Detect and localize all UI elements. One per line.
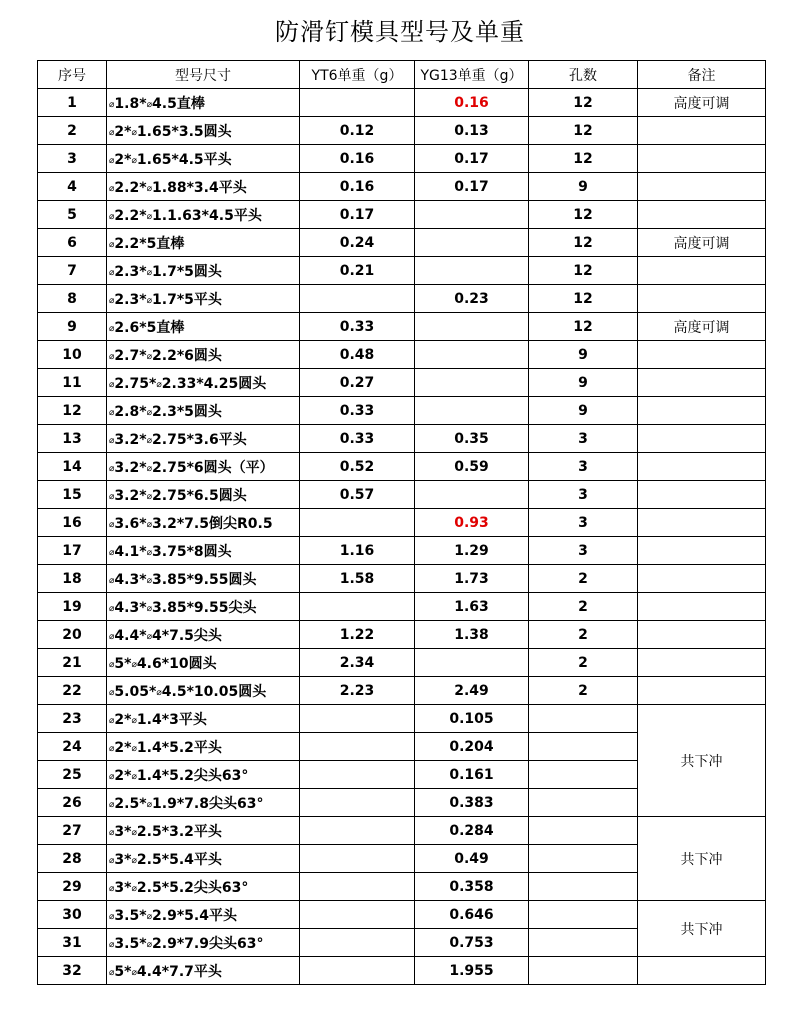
cell-note (638, 957, 766, 985)
cell-seq: 13 (38, 425, 107, 453)
cell-yt6-weight: 1.16 (300, 537, 415, 565)
cell-seq: 11 (38, 369, 107, 397)
cell-yt6-weight (300, 593, 415, 621)
cell-holes (529, 789, 638, 817)
cell-size: ⌀5*⌀4.6*10圆头 (107, 649, 300, 677)
cell-size: ⌀2.2*⌀1.88*3.4平头 (107, 173, 300, 201)
cell-note (638, 565, 766, 593)
table-row (38, 649, 766, 677)
cell-holes: 2 (529, 621, 638, 649)
cell-holes: 2 (529, 593, 638, 621)
cell-note: 高度可调 (638, 229, 766, 257)
cell-yt6-weight (300, 789, 415, 817)
table-row (38, 677, 766, 705)
cell-seq: 19 (38, 593, 107, 621)
cell-holes: 12 (529, 313, 638, 341)
cell-holes: 12 (529, 201, 638, 229)
cell-yt6-weight: 0.12 (300, 117, 415, 145)
cell-note (638, 537, 766, 565)
cell-yg13-weight: 1.73 (415, 565, 529, 593)
cell-yt6-weight (300, 705, 415, 733)
cell-holes: 9 (529, 397, 638, 425)
cell-yg13-weight: 0.49 (415, 845, 529, 873)
cell-holes: 3 (529, 481, 638, 509)
cell-yg13-weight (415, 341, 529, 369)
cell-yt6-weight: 0.21 (300, 257, 415, 285)
cell-note (638, 173, 766, 201)
cell-note (638, 509, 766, 537)
cell-holes: 2 (529, 565, 638, 593)
cell-yg13-weight (415, 397, 529, 425)
table-row (38, 313, 766, 341)
cell-holes: 12 (529, 145, 638, 173)
cell-size: ⌀3.2*⌀2.75*6.5圆头 (107, 481, 300, 509)
cell-yt6-weight: 1.22 (300, 621, 415, 649)
cell-size: ⌀3.5*⌀2.9*7.9尖头63° (107, 929, 300, 957)
table-body (38, 89, 766, 985)
cell-seq: 6 (38, 229, 107, 257)
cell-yg13-weight: 0.383 (415, 789, 529, 817)
header-size: 型号尺寸 (107, 61, 300, 89)
cell-holes (529, 761, 638, 789)
cell-size: ⌀3*⌀2.5*3.2平头 (107, 817, 300, 845)
cell-note: 高度可调 (638, 313, 766, 341)
cell-seq: 21 (38, 649, 107, 677)
cell-size: ⌀2.75*⌀2.33*4.25圆头 (107, 369, 300, 397)
cell-yg13-weight: 1.955 (415, 957, 529, 985)
cell-size: ⌀3.2*⌀2.75*3.6平头 (107, 425, 300, 453)
cell-yg13-weight: 2.49 (415, 677, 529, 705)
table-row (38, 509, 766, 537)
table-row (38, 369, 766, 397)
table-row (38, 145, 766, 173)
cell-yg13-weight: 0.105 (415, 705, 529, 733)
cell-holes (529, 705, 638, 733)
cell-size: ⌀5*⌀4.4*7.7平头 (107, 957, 300, 985)
cell-note (638, 369, 766, 397)
cell-group-note: 共下冲 (638, 817, 766, 901)
table-row (38, 957, 766, 985)
cell-size: ⌀3.5*⌀2.9*5.4平头 (107, 901, 300, 929)
cell-note (638, 593, 766, 621)
cell-holes (529, 845, 638, 873)
cell-yg13-weight: 0.59 (415, 453, 529, 481)
cell-size: ⌀3.6*⌀3.2*7.5倒尖R0.5 (107, 509, 300, 537)
cell-yt6-weight (300, 733, 415, 761)
cell-yg13-weight: 0.16 (415, 89, 529, 117)
header-yg13-weight: YG13单重（g） (415, 61, 529, 89)
cell-size: ⌀2*⌀1.65*4.5平头 (107, 145, 300, 173)
cell-yt6-weight: 1.58 (300, 565, 415, 593)
cell-yg13-weight: 1.29 (415, 537, 529, 565)
cell-note (638, 677, 766, 705)
cell-size: ⌀5.05*⌀4.5*10.05圆头 (107, 677, 300, 705)
cell-yt6-weight: 0.24 (300, 229, 415, 257)
cell-yt6-weight (300, 873, 415, 901)
cell-note (638, 397, 766, 425)
cell-holes (529, 957, 638, 985)
cell-seq: 1 (38, 89, 107, 117)
cell-seq: 32 (38, 957, 107, 985)
cell-seq: 3 (38, 145, 107, 173)
cell-yg13-weight (415, 313, 529, 341)
cell-yg13-weight: 0.13 (415, 117, 529, 145)
cell-holes: 3 (529, 537, 638, 565)
cell-group-note: 共下冲 (638, 901, 766, 957)
cell-holes: 12 (529, 117, 638, 145)
cell-note (638, 117, 766, 145)
cell-yt6-weight: 0.16 (300, 173, 415, 201)
table-row (38, 537, 766, 565)
cell-yg13-weight (415, 481, 529, 509)
cell-holes (529, 817, 638, 845)
cell-yt6-weight (300, 89, 415, 117)
cell-holes (529, 929, 638, 957)
cell-seq: 26 (38, 789, 107, 817)
cell-seq: 28 (38, 845, 107, 873)
cell-note (638, 621, 766, 649)
cell-holes: 12 (529, 229, 638, 257)
cell-yt6-weight: 0.33 (300, 425, 415, 453)
cell-yt6-weight: 2.23 (300, 677, 415, 705)
cell-yg13-weight (415, 369, 529, 397)
cell-holes: 2 (529, 677, 638, 705)
cell-size: ⌀2.7*⌀2.2*6圆头 (107, 341, 300, 369)
table-row (38, 341, 766, 369)
cell-seq: 23 (38, 705, 107, 733)
table-row (38, 397, 766, 425)
cell-size: ⌀4.3*⌀3.85*9.55圆头 (107, 565, 300, 593)
cell-yg13-weight: 0.17 (415, 173, 529, 201)
table-row (38, 201, 766, 229)
cell-seq: 24 (38, 733, 107, 761)
cell-seq: 10 (38, 341, 107, 369)
cell-note (638, 257, 766, 285)
table-row (38, 481, 766, 509)
table-row (38, 425, 766, 453)
cell-yg13-weight: 0.17 (415, 145, 529, 173)
cell-size: ⌀2*⌀1.4*3平头 (107, 705, 300, 733)
cell-note (638, 453, 766, 481)
table-row (38, 565, 766, 593)
cell-holes: 12 (529, 257, 638, 285)
cell-size: ⌀2.2*⌀1.1.63*4.5平头 (107, 201, 300, 229)
cell-holes: 3 (529, 425, 638, 453)
cell-seq: 20 (38, 621, 107, 649)
cell-holes: 12 (529, 285, 638, 313)
table-row (38, 901, 766, 929)
cell-size: ⌀4.4*⌀4*7.5尖头 (107, 621, 300, 649)
cell-yg13-weight: 1.63 (415, 593, 529, 621)
cell-seq: 25 (38, 761, 107, 789)
table-row (38, 453, 766, 481)
cell-holes: 3 (529, 453, 638, 481)
table-row (38, 593, 766, 621)
cell-note (638, 649, 766, 677)
cell-yg13-weight (415, 229, 529, 257)
cell-note (638, 481, 766, 509)
cell-holes (529, 873, 638, 901)
header-holes: 孔数 (529, 61, 638, 89)
table-row (38, 257, 766, 285)
cell-seq: 9 (38, 313, 107, 341)
cell-seq: 16 (38, 509, 107, 537)
cell-yt6-weight (300, 929, 415, 957)
cell-size: ⌀2.6*5直棒 (107, 313, 300, 341)
cell-yg13-weight: 0.93 (415, 509, 529, 537)
cell-yg13-weight: 0.284 (415, 817, 529, 845)
cell-size: ⌀2*⌀1.4*5.2尖头63° (107, 761, 300, 789)
cell-seq: 2 (38, 117, 107, 145)
cell-note (638, 285, 766, 313)
cell-yt6-weight: 0.33 (300, 313, 415, 341)
cell-yt6-weight (300, 817, 415, 845)
cell-group-note: 共下冲 (638, 705, 766, 817)
cell-holes: 9 (529, 369, 638, 397)
cell-yg13-weight: 0.23 (415, 285, 529, 313)
cell-size: ⌀2*⌀1.65*3.5圆头 (107, 117, 300, 145)
cell-size: ⌀4.1*⌀3.75*8圆头 (107, 537, 300, 565)
cell-size: ⌀3*⌀2.5*5.4平头 (107, 845, 300, 873)
cell-yt6-weight (300, 957, 415, 985)
cell-seq: 27 (38, 817, 107, 845)
cell-size: ⌀3.2*⌀2.75*6圆头（平） (107, 453, 300, 481)
table-header-row (38, 61, 766, 89)
cell-yg13-weight: 0.358 (415, 873, 529, 901)
cell-note (638, 341, 766, 369)
header-note: 备注 (638, 61, 766, 89)
cell-yt6-weight (300, 761, 415, 789)
cell-size: ⌀3*⌀2.5*5.2尖头63° (107, 873, 300, 901)
cell-note (638, 201, 766, 229)
cell-holes: 9 (529, 341, 638, 369)
cell-yg13-weight: 0.646 (415, 901, 529, 929)
cell-note (638, 145, 766, 173)
cell-seq: 7 (38, 257, 107, 285)
cell-seq: 12 (38, 397, 107, 425)
cell-holes (529, 901, 638, 929)
spec-table (37, 60, 766, 985)
cell-yt6-weight (300, 901, 415, 929)
cell-yt6-weight: 2.34 (300, 649, 415, 677)
cell-seq: 30 (38, 901, 107, 929)
cell-holes: 2 (529, 649, 638, 677)
cell-yg13-weight: 0.35 (415, 425, 529, 453)
cell-yt6-weight (300, 509, 415, 537)
cell-size: ⌀2.3*⌀1.7*5平头 (107, 285, 300, 313)
cell-yg13-weight: 1.38 (415, 621, 529, 649)
cell-size: ⌀2.3*⌀1.7*5圆头 (107, 257, 300, 285)
table-row (38, 621, 766, 649)
cell-seq: 5 (38, 201, 107, 229)
cell-seq: 14 (38, 453, 107, 481)
table-row (38, 117, 766, 145)
cell-seq: 15 (38, 481, 107, 509)
cell-seq: 8 (38, 285, 107, 313)
cell-holes: 9 (529, 173, 638, 201)
cell-yt6-weight: 0.33 (300, 397, 415, 425)
cell-yg13-weight: 0.753 (415, 929, 529, 957)
cell-holes (529, 733, 638, 761)
cell-yg13-weight (415, 257, 529, 285)
cell-size: ⌀1.8*⌀4.5直棒 (107, 89, 300, 117)
cell-seq: 4 (38, 173, 107, 201)
cell-size: ⌀2.2*5直棒 (107, 229, 300, 257)
cell-seq: 31 (38, 929, 107, 957)
cell-seq: 22 (38, 677, 107, 705)
cell-note: 高度可调 (638, 89, 766, 117)
cell-yt6-weight (300, 845, 415, 873)
cell-holes: 3 (529, 509, 638, 537)
cell-size: ⌀4.3*⌀3.85*9.55尖头 (107, 593, 300, 621)
cell-seq: 18 (38, 565, 107, 593)
table-row (38, 285, 766, 313)
cell-yt6-weight: 0.52 (300, 453, 415, 481)
cell-holes: 12 (529, 89, 638, 117)
header-seq: 序号 (38, 61, 107, 89)
table-row (38, 705, 766, 733)
cell-yt6-weight: 0.16 (300, 145, 415, 173)
table-row (38, 817, 766, 845)
page-title: 防滑钉模具型号及单重 (275, 18, 525, 46)
cell-yg13-weight: 0.161 (415, 761, 529, 789)
cell-seq: 17 (38, 537, 107, 565)
cell-size: ⌀2.5*⌀1.9*7.8尖头63° (107, 789, 300, 817)
cell-yt6-weight (300, 285, 415, 313)
cell-yg13-weight (415, 201, 529, 229)
cell-note (638, 425, 766, 453)
cell-yt6-weight: 0.17 (300, 201, 415, 229)
cell-seq: 29 (38, 873, 107, 901)
table-row (38, 89, 766, 117)
cell-size: ⌀2*⌀1.4*5.2平头 (107, 733, 300, 761)
header-yt6-weight: YT6单重（g） (300, 61, 415, 89)
table-row (38, 229, 766, 257)
cell-yt6-weight: 0.48 (300, 341, 415, 369)
cell-yg13-weight: 0.204 (415, 733, 529, 761)
cell-yt6-weight: 0.57 (300, 481, 415, 509)
cell-yt6-weight: 0.27 (300, 369, 415, 397)
table-row (38, 173, 766, 201)
cell-yg13-weight (415, 649, 529, 677)
cell-size: ⌀2.8*⌀2.3*5圆头 (107, 397, 300, 425)
